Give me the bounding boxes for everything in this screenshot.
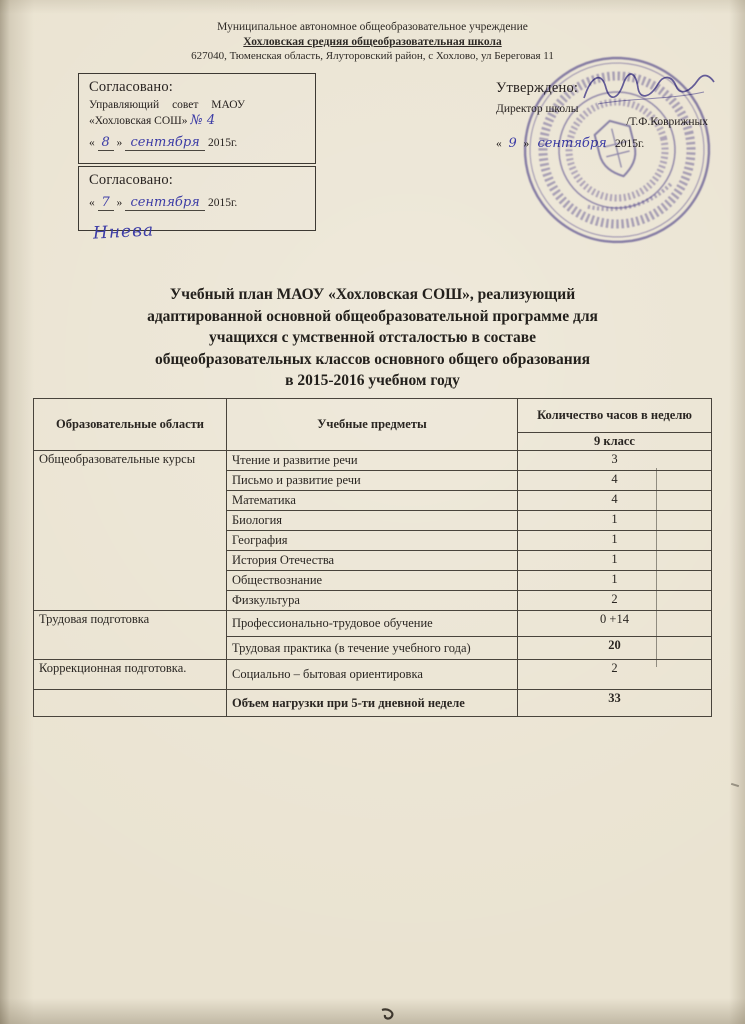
quote-open: « xyxy=(89,197,95,209)
subject-cell: История Отечества xyxy=(227,551,518,571)
handwritten-signature: Ннева xyxy=(92,220,155,244)
approval-box1-line1: Управляющий совет МАОУ xyxy=(89,99,246,111)
handwritten-day: 7 xyxy=(98,195,114,211)
hours-cell: 1 xyxy=(518,551,712,571)
director-role-label: Директор школы xyxy=(496,103,579,115)
quote-close: » xyxy=(116,197,123,209)
approval-box-second xyxy=(78,166,316,244)
school-name: Хохловская средняя общеобразовательная школа xyxy=(243,35,502,48)
table-row xyxy=(34,611,712,637)
year-label: 2015г. xyxy=(615,138,645,150)
subject-cell: Профессионально-трудовое обучение xyxy=(227,611,518,637)
handwritten-month: сентября xyxy=(125,135,205,151)
hours-cell: 1 xyxy=(518,511,712,531)
table-header-row xyxy=(34,399,712,433)
document-title xyxy=(20,284,725,392)
approval-box1-title: Согласовано: xyxy=(89,79,174,95)
area-general-courses: Общеобразовательные курсы xyxy=(34,451,227,611)
subject-cell: Физкультура xyxy=(227,591,518,611)
title-line-3: учащихся с умственной отсталостью в составе xyxy=(208,329,537,346)
hours-cell: 2 xyxy=(518,660,712,690)
approval-box1-date xyxy=(89,135,305,151)
approval-right-date xyxy=(496,136,714,151)
quote-close: » xyxy=(116,137,123,149)
quote-open: « xyxy=(496,138,502,150)
approval-box1-body xyxy=(89,98,305,129)
area-empty xyxy=(34,690,227,717)
scan-artifact-edge-mark xyxy=(731,783,739,787)
scan-artifact-line xyxy=(656,468,657,667)
subject-cell: Чтение и развитие речи xyxy=(227,451,518,471)
area-correction-training: Коррекционная подготовка. xyxy=(34,660,227,690)
table-row xyxy=(34,660,712,690)
letterhead xyxy=(0,20,745,64)
handwritten-month: сентября xyxy=(537,136,607,151)
total-hours-cell: 33 xyxy=(518,690,712,717)
hours-cell: 4 xyxy=(518,471,712,491)
subject-cell: Социально – бытовая ориентировка xyxy=(227,660,518,690)
institution-type: Муниципальное автономное общеобразовательное учреждение xyxy=(217,21,528,33)
approval-box1-line2: «Хохловская СОШ» xyxy=(89,115,188,127)
approval-box2-date xyxy=(89,195,305,211)
subject-cell: Биология xyxy=(227,511,518,531)
handwritten-protocol-number: № 4 xyxy=(190,113,216,128)
scan-artifact-ink-mark xyxy=(378,1006,400,1022)
approval-box2-title: Согласовано: xyxy=(89,172,174,188)
subject-cell: Обществознание xyxy=(227,571,518,591)
subject-cell: Трудовая практика (в течение учебного года) xyxy=(227,637,518,660)
approval-director-block xyxy=(496,80,714,151)
area-labor-training: Трудовая подготовка xyxy=(34,611,227,660)
title-line-4: общеобразовательных классов основного общего образования xyxy=(154,350,591,368)
hours-cell: 20 xyxy=(518,637,712,660)
handwritten-month: сентября xyxy=(125,195,205,211)
subject-cell: Письмо и развитие речи xyxy=(227,471,518,491)
hours-cell: 4 xyxy=(518,491,712,511)
hours-cell: 1 xyxy=(518,531,712,551)
table-row-total xyxy=(34,690,712,717)
table-row xyxy=(34,451,712,471)
total-label-cell: Объем нагрузки при 5-ти дневной неделе xyxy=(227,690,518,717)
year-label: 2015г. xyxy=(208,137,238,149)
hours-cell: 0 +14 xyxy=(518,611,712,637)
subject-cell: География xyxy=(227,531,518,551)
hours-cell: 3 xyxy=(518,451,712,471)
column-header-areas: Образовательные области xyxy=(34,399,227,451)
column-header-subjects: Учебные предметы xyxy=(227,399,518,451)
column-header-class: 9 класс xyxy=(518,433,712,451)
curriculum-table xyxy=(33,398,712,717)
year-label: 2015г. xyxy=(208,197,238,209)
quote-open: « xyxy=(89,137,95,149)
director-name: /Т.Ф.Коврижных xyxy=(626,116,708,128)
hours-cell: 1 xyxy=(518,571,712,591)
quote-close: » xyxy=(523,138,530,150)
school-address: 627040, Тюменская область, Ялуторовский район, с Хохлово, ул Береговая 11 xyxy=(191,50,554,62)
title-line-1: Учебный план МАОУ «Хохловская СОШ», реализующий xyxy=(169,286,576,303)
approval-box-council xyxy=(78,73,316,164)
hours-cell: 2 xyxy=(518,591,712,611)
subject-cell: Математика xyxy=(227,491,518,511)
column-header-hours: Количество часов в неделю xyxy=(518,399,712,433)
handwritten-day: 8 xyxy=(98,135,114,151)
handwritten-day: 9 xyxy=(508,136,517,151)
title-line-5: в 2015-2016 учебном году xyxy=(285,372,460,389)
approved-title: Утверждено: xyxy=(496,80,579,96)
title-line-2: адаптированной основной общеобразовательной программе для xyxy=(147,307,598,325)
